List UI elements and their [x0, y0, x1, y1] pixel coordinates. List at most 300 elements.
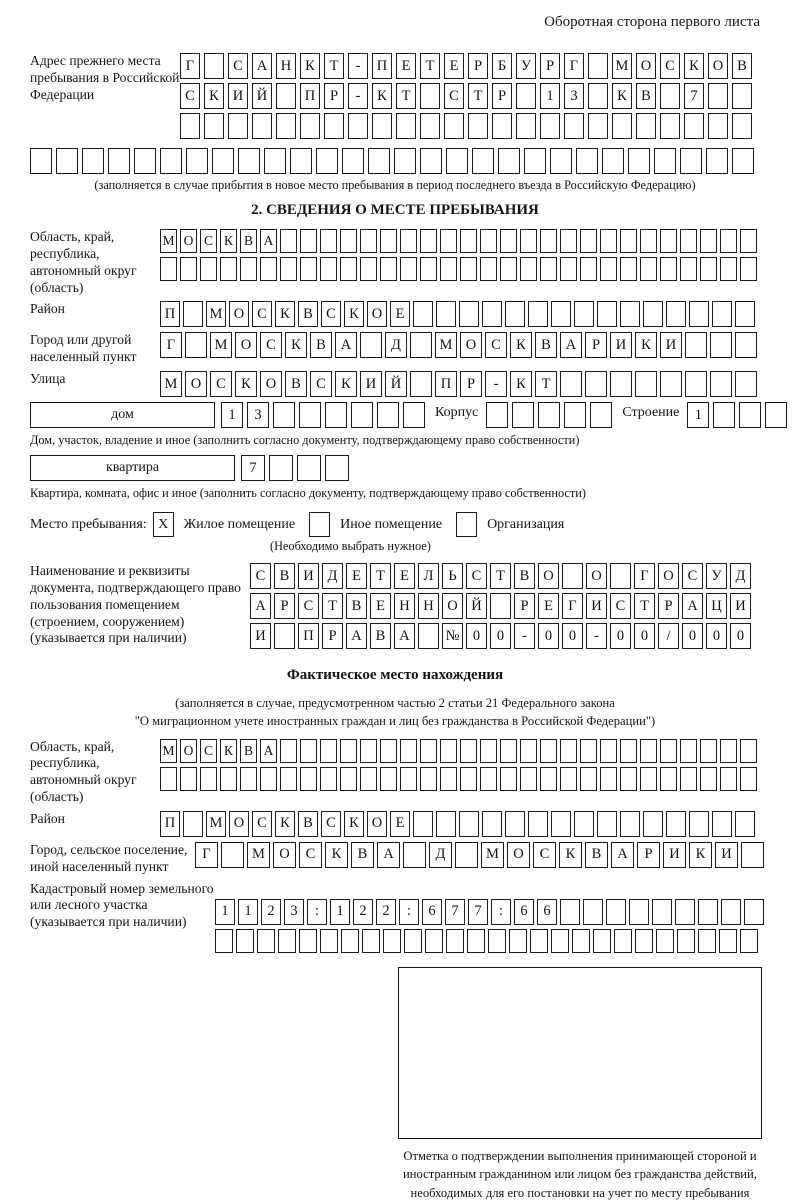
char-cell[interactable] — [719, 929, 737, 953]
char-cell[interactable] — [588, 53, 608, 79]
char-cell[interactable] — [660, 767, 677, 791]
char-cell[interactable]: - — [348, 53, 368, 79]
char-cell[interactable] — [620, 257, 637, 281]
char-cell[interactable] — [680, 229, 697, 253]
checkbox-residential[interactable]: X — [153, 512, 174, 537]
char-cell[interactable] — [480, 257, 497, 281]
char-cell[interactable] — [593, 929, 611, 953]
char-cell[interactable]: Н — [394, 593, 415, 619]
char-cell[interactable]: А — [260, 229, 277, 253]
char-cell[interactable] — [583, 899, 603, 925]
char-cell[interactable] — [680, 257, 697, 281]
char-cell[interactable]: К — [612, 83, 632, 109]
char-cell[interactable]: А — [394, 623, 415, 649]
char-cell[interactable] — [560, 257, 577, 281]
char-cell[interactable]: К — [285, 332, 307, 358]
char-cell[interactable]: Т — [322, 593, 343, 619]
char-cell[interactable]: Е — [538, 593, 559, 619]
char-cell[interactable] — [735, 301, 755, 327]
char-cell[interactable] — [410, 371, 432, 397]
char-cell[interactable] — [418, 623, 439, 649]
char-cell[interactable] — [660, 257, 677, 281]
char-cell[interactable]: Р — [492, 83, 512, 109]
char-cell[interactable] — [420, 257, 437, 281]
char-cell[interactable]: О — [586, 563, 607, 589]
char-cell[interactable]: М — [160, 371, 182, 397]
char-cell[interactable] — [528, 301, 548, 327]
char-cell[interactable]: У — [706, 563, 727, 589]
char-cell[interactable] — [280, 229, 297, 253]
char-cell[interactable]: 0 — [706, 623, 727, 649]
char-cell[interactable]: М — [435, 332, 457, 358]
char-cell[interactable] — [362, 929, 380, 953]
char-cell[interactable]: А — [346, 623, 367, 649]
char-cell[interactable] — [276, 113, 296, 139]
char-cell[interactable]: С — [466, 563, 487, 589]
char-cell[interactable] — [180, 113, 200, 139]
char-cell[interactable]: Г — [195, 842, 218, 868]
char-cell[interactable]: Б — [492, 53, 512, 79]
char-cell[interactable] — [300, 113, 320, 139]
char-cell[interactable] — [588, 83, 608, 109]
char-cell[interactable] — [380, 739, 397, 763]
char-cell[interactable] — [689, 301, 709, 327]
char-cell[interactable]: П — [372, 53, 392, 79]
char-cell[interactable] — [640, 767, 657, 791]
char-cell[interactable] — [300, 767, 317, 791]
char-cell[interactable] — [368, 148, 390, 174]
char-cell[interactable] — [528, 811, 548, 837]
char-cell[interactable] — [636, 113, 656, 139]
char-cell[interactable]: Т — [490, 563, 511, 589]
char-cell[interactable]: И — [663, 842, 686, 868]
char-cell[interactable] — [652, 899, 672, 925]
char-cell[interactable] — [640, 257, 657, 281]
char-cell[interactable]: Н — [276, 53, 296, 79]
char-cell[interactable]: О — [507, 842, 530, 868]
char-cell[interactable] — [516, 83, 536, 109]
char-cell[interactable] — [620, 811, 640, 837]
char-cell[interactable]: Н — [418, 593, 439, 619]
char-cell[interactable] — [400, 767, 417, 791]
char-cell[interactable]: О — [538, 563, 559, 589]
char-cell[interactable]: Т — [468, 83, 488, 109]
char-cell[interactable]: Е — [396, 53, 416, 79]
char-cell[interactable] — [290, 148, 312, 174]
char-cell[interactable] — [500, 257, 517, 281]
char-cell[interactable]: И — [586, 593, 607, 619]
char-cell[interactable] — [200, 257, 217, 281]
char-cell[interactable]: Д — [429, 842, 452, 868]
char-cell[interactable] — [436, 811, 456, 837]
char-cell[interactable]: А — [377, 842, 400, 868]
char-cell[interactable] — [260, 767, 277, 791]
char-cell[interactable] — [698, 899, 718, 925]
char-cell[interactable] — [238, 148, 260, 174]
char-cell[interactable] — [680, 767, 697, 791]
char-cell[interactable] — [505, 301, 525, 327]
char-cell[interactable] — [580, 767, 597, 791]
char-cell[interactable] — [440, 257, 457, 281]
char-cell[interactable] — [360, 767, 377, 791]
char-cell[interactable] — [612, 113, 632, 139]
char-cell[interactable]: В — [351, 842, 374, 868]
char-cell[interactable]: О — [367, 811, 387, 837]
char-cell[interactable]: А — [682, 593, 703, 619]
char-cell[interactable]: Д — [322, 563, 343, 589]
char-cell[interactable] — [560, 767, 577, 791]
char-cell[interactable]: Р — [540, 53, 560, 79]
char-cell[interactable] — [597, 811, 617, 837]
char-cell[interactable] — [160, 257, 177, 281]
char-cell[interactable]: М — [206, 811, 226, 837]
char-cell[interactable] — [712, 301, 732, 327]
char-cell[interactable] — [400, 229, 417, 253]
char-cell[interactable] — [614, 929, 632, 953]
char-cell[interactable] — [380, 229, 397, 253]
char-cell[interactable] — [278, 929, 296, 953]
char-cell[interactable] — [540, 257, 557, 281]
char-cell[interactable] — [480, 229, 497, 253]
char-cell[interactable]: К — [275, 301, 295, 327]
char-cell[interactable]: Р — [274, 593, 295, 619]
char-cell[interactable] — [590, 402, 612, 428]
char-cell[interactable]: - — [485, 371, 507, 397]
char-cell[interactable] — [740, 739, 757, 763]
char-cell[interactable] — [660, 371, 682, 397]
char-cell[interactable] — [324, 113, 344, 139]
char-cell[interactable] — [576, 148, 598, 174]
char-cell[interactable] — [380, 257, 397, 281]
char-cell[interactable]: У — [516, 53, 536, 79]
char-cell[interactable] — [628, 148, 650, 174]
char-cell[interactable]: Ь — [442, 563, 463, 589]
char-cell[interactable] — [460, 257, 477, 281]
char-cell[interactable] — [720, 257, 737, 281]
char-cell[interactable]: В — [240, 739, 257, 763]
char-cell[interactable] — [660, 113, 680, 139]
char-cell[interactable]: К — [235, 371, 257, 397]
char-cell[interactable] — [297, 455, 321, 481]
char-cell[interactable]: О — [229, 301, 249, 327]
char-cell[interactable]: А — [250, 593, 271, 619]
char-cell[interactable]: Е — [394, 563, 415, 589]
char-cell[interactable] — [666, 301, 686, 327]
char-cell[interactable]: - — [586, 623, 607, 649]
char-cell[interactable] — [420, 229, 437, 253]
char-cell[interactable] — [500, 767, 517, 791]
char-cell[interactable]: О — [185, 371, 207, 397]
char-cell[interactable] — [732, 113, 752, 139]
char-cell[interactable]: С — [298, 593, 319, 619]
char-cell[interactable] — [588, 113, 608, 139]
char-cell[interactable] — [183, 811, 203, 837]
char-cell[interactable] — [269, 455, 293, 481]
char-cell[interactable]: В — [585, 842, 608, 868]
char-cell[interactable] — [204, 113, 224, 139]
char-cell[interactable]: К — [559, 842, 582, 868]
char-cell[interactable] — [460, 229, 477, 253]
char-cell[interactable] — [340, 257, 357, 281]
char-cell[interactable] — [273, 402, 295, 428]
char-cell[interactable] — [732, 148, 754, 174]
char-cell[interactable] — [516, 113, 536, 139]
char-cell[interactable] — [720, 739, 737, 763]
char-cell[interactable]: И — [298, 563, 319, 589]
char-cell[interactable]: И — [715, 842, 738, 868]
char-cell[interactable]: - — [348, 83, 368, 109]
char-cell[interactable] — [460, 739, 477, 763]
char-cell[interactable] — [629, 899, 649, 925]
char-cell[interactable]: Т — [370, 563, 391, 589]
char-cell[interactable] — [30, 148, 52, 174]
char-cell[interactable] — [643, 811, 663, 837]
char-cell[interactable] — [680, 739, 697, 763]
char-cell[interactable] — [276, 83, 296, 109]
char-cell[interactable]: С — [180, 83, 200, 109]
char-cell[interactable] — [348, 113, 368, 139]
char-cell[interactable] — [677, 929, 695, 953]
char-cell[interactable] — [700, 739, 717, 763]
char-cell[interactable] — [410, 332, 432, 358]
char-cell[interactable] — [160, 767, 177, 791]
char-cell[interactable]: П — [160, 811, 180, 837]
char-cell[interactable] — [540, 113, 560, 139]
char-cell[interactable] — [420, 83, 440, 109]
char-cell[interactable]: С — [533, 842, 556, 868]
char-cell[interactable]: П — [435, 371, 457, 397]
char-cell[interactable]: 0 — [466, 623, 487, 649]
char-cell[interactable] — [732, 83, 752, 109]
char-cell[interactable] — [540, 767, 557, 791]
char-cell[interactable] — [420, 148, 442, 174]
char-cell[interactable] — [741, 842, 764, 868]
char-cell[interactable]: 6 — [422, 899, 442, 925]
char-cell[interactable] — [299, 402, 321, 428]
char-cell[interactable] — [280, 767, 297, 791]
char-cell[interactable]: 1 — [330, 899, 350, 925]
char-cell[interactable]: 3 — [564, 83, 584, 109]
char-cell[interactable] — [710, 371, 732, 397]
char-cell[interactable] — [560, 229, 577, 253]
char-cell[interactable] — [706, 148, 728, 174]
char-cell[interactable] — [572, 929, 590, 953]
char-cell[interactable]: И — [250, 623, 271, 649]
char-cell[interactable] — [444, 113, 464, 139]
char-cell[interactable] — [240, 257, 257, 281]
char-cell[interactable] — [500, 229, 517, 253]
char-cell[interactable] — [425, 929, 443, 953]
char-cell[interactable] — [602, 148, 624, 174]
char-cell[interactable] — [342, 148, 364, 174]
char-cell[interactable]: И — [730, 593, 751, 619]
char-cell[interactable] — [404, 929, 422, 953]
char-cell[interactable]: М — [160, 229, 177, 253]
char-cell[interactable] — [403, 402, 425, 428]
char-cell[interactable]: М — [481, 842, 504, 868]
char-cell[interactable] — [700, 767, 717, 791]
char-cell[interactable] — [468, 113, 488, 139]
char-cell[interactable]: К — [510, 332, 532, 358]
char-cell[interactable]: К — [344, 301, 364, 327]
char-cell[interactable] — [360, 229, 377, 253]
char-cell[interactable]: К — [689, 842, 712, 868]
char-cell[interactable]: К — [335, 371, 357, 397]
char-cell[interactable] — [574, 811, 594, 837]
char-cell[interactable]: 0 — [490, 623, 511, 649]
char-cell[interactable] — [640, 229, 657, 253]
char-cell[interactable]: О — [442, 593, 463, 619]
checkbox-other-premises[interactable] — [309, 512, 330, 537]
char-cell[interactable] — [600, 257, 617, 281]
char-cell[interactable] — [383, 929, 401, 953]
char-cell[interactable]: Г — [634, 563, 655, 589]
char-cell[interactable] — [606, 899, 626, 925]
char-cell[interactable] — [574, 301, 594, 327]
char-cell[interactable]: С — [200, 229, 217, 253]
char-cell[interactable]: В — [732, 53, 752, 79]
char-cell[interactable] — [413, 301, 433, 327]
char-cell[interactable] — [320, 929, 338, 953]
char-cell[interactable]: В — [298, 301, 318, 327]
char-cell[interactable] — [580, 257, 597, 281]
char-cell[interactable]: С — [250, 563, 271, 589]
char-cell[interactable] — [520, 767, 537, 791]
char-cell[interactable]: О — [658, 563, 679, 589]
char-cell[interactable]: С — [310, 371, 332, 397]
checkbox-organization[interactable] — [456, 512, 477, 537]
char-cell[interactable]: Л — [418, 563, 439, 589]
char-cell[interactable] — [482, 811, 502, 837]
char-cell[interactable]: Р — [637, 842, 660, 868]
char-cell[interactable] — [320, 229, 337, 253]
char-cell[interactable]: К — [372, 83, 392, 109]
char-cell[interactable] — [666, 811, 686, 837]
char-cell[interactable] — [620, 767, 637, 791]
char-cell[interactable]: О — [180, 229, 197, 253]
char-cell[interactable] — [689, 811, 709, 837]
char-cell[interactable] — [610, 371, 632, 397]
char-cell[interactable] — [108, 148, 130, 174]
char-cell[interactable]: Й — [385, 371, 407, 397]
char-cell[interactable]: 2 — [261, 899, 281, 925]
char-cell[interactable]: О — [180, 739, 197, 763]
char-cell[interactable]: 1 — [221, 402, 243, 428]
char-cell[interactable] — [320, 257, 337, 281]
char-cell[interactable] — [446, 148, 468, 174]
char-cell[interactable] — [520, 229, 537, 253]
char-cell[interactable] — [221, 842, 244, 868]
char-cell[interactable]: К — [204, 83, 224, 109]
char-cell[interactable] — [480, 767, 497, 791]
char-cell[interactable] — [660, 83, 680, 109]
char-cell[interactable]: С — [610, 593, 631, 619]
char-cell[interactable] — [540, 739, 557, 763]
char-cell[interactable] — [610, 563, 631, 589]
char-cell[interactable] — [440, 739, 457, 763]
char-cell[interactable]: А — [252, 53, 272, 79]
char-cell[interactable]: 1 — [238, 899, 258, 925]
char-cell[interactable] — [684, 113, 704, 139]
char-cell[interactable] — [220, 767, 237, 791]
char-cell[interactable]: : — [307, 899, 327, 925]
char-cell[interactable]: Е — [370, 593, 391, 619]
char-cell[interactable] — [372, 113, 392, 139]
char-cell[interactable] — [280, 739, 297, 763]
char-cell[interactable] — [700, 229, 717, 253]
char-cell[interactable]: 0 — [682, 623, 703, 649]
char-cell[interactable]: № — [442, 623, 463, 649]
char-cell[interactable]: О — [708, 53, 728, 79]
char-cell[interactable]: О — [636, 53, 656, 79]
char-cell[interactable] — [685, 371, 707, 397]
char-cell[interactable] — [455, 842, 478, 868]
char-cell[interactable]: С — [228, 53, 248, 79]
char-cell[interactable] — [180, 257, 197, 281]
char-cell[interactable] — [320, 767, 337, 791]
char-cell[interactable] — [520, 257, 537, 281]
char-cell[interactable]: М — [206, 301, 226, 327]
char-cell[interactable] — [280, 257, 297, 281]
char-cell[interactable]: Г — [562, 593, 583, 619]
char-cell[interactable]: 1 — [687, 402, 709, 428]
char-cell[interactable]: С — [299, 842, 322, 868]
char-cell[interactable]: Д — [730, 563, 751, 589]
char-cell[interactable] — [472, 148, 494, 174]
char-cell[interactable] — [620, 229, 637, 253]
char-cell[interactable] — [257, 929, 275, 953]
char-cell[interactable] — [505, 811, 525, 837]
char-cell[interactable]: С — [682, 563, 703, 589]
char-cell[interactable]: Т — [324, 53, 344, 79]
char-cell[interactable]: Е — [390, 301, 410, 327]
char-cell[interactable]: В — [370, 623, 391, 649]
char-cell[interactable] — [512, 402, 534, 428]
char-cell[interactable]: Т — [535, 371, 557, 397]
char-cell[interactable]: А — [611, 842, 634, 868]
char-cell[interactable] — [520, 739, 537, 763]
char-cell[interactable]: / — [658, 623, 679, 649]
char-cell[interactable] — [685, 332, 707, 358]
char-cell[interactable]: Й — [466, 593, 487, 619]
char-cell[interactable] — [420, 113, 440, 139]
char-cell[interactable]: А — [260, 739, 277, 763]
char-cell[interactable] — [739, 402, 761, 428]
char-cell[interactable] — [560, 899, 580, 925]
char-cell[interactable]: С — [660, 53, 680, 79]
char-cell[interactable] — [82, 148, 104, 174]
char-cell[interactable] — [712, 811, 732, 837]
char-cell[interactable] — [600, 229, 617, 253]
char-cell[interactable] — [698, 929, 716, 953]
char-cell[interactable] — [735, 811, 755, 837]
char-cell[interactable]: Т — [420, 53, 440, 79]
char-cell[interactable]: К — [635, 332, 657, 358]
char-cell[interactable] — [400, 739, 417, 763]
char-cell[interactable] — [600, 767, 617, 791]
char-cell[interactable] — [710, 332, 732, 358]
char-cell[interactable]: Е — [390, 811, 410, 837]
char-cell[interactable] — [740, 929, 758, 953]
char-cell[interactable]: Е — [444, 53, 464, 79]
char-cell[interactable] — [320, 739, 337, 763]
char-cell[interactable]: Р — [324, 83, 344, 109]
char-cell[interactable] — [740, 767, 757, 791]
char-cell[interactable]: Д — [385, 332, 407, 358]
char-cell[interactable] — [212, 148, 234, 174]
char-cell[interactable] — [325, 402, 347, 428]
char-cell[interactable]: 0 — [538, 623, 559, 649]
